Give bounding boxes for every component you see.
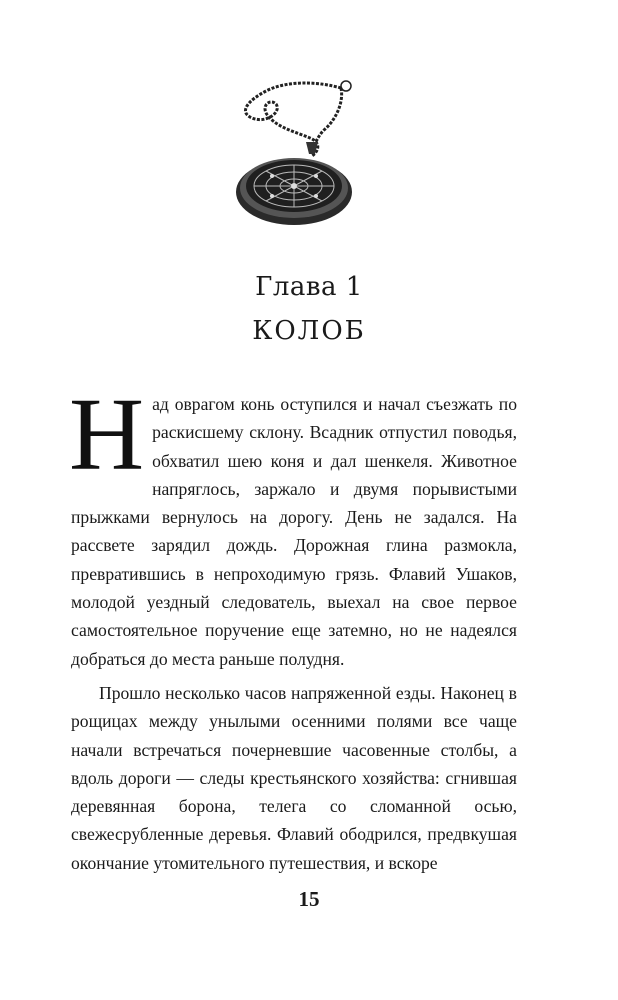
chapter-body bbox=[69, 377, 517, 877]
paragraph-1 bbox=[69, 377, 517, 673]
pocket-watch-locket-icon bbox=[220, 72, 370, 232]
drop-cap: Н bbox=[69, 377, 145, 492]
page-number: 15 bbox=[298, 887, 320, 911]
chapter-title: КОЛОБ bbox=[252, 316, 366, 346]
paragraph-1-text: ад оврагом конь оступился и начал съезжать по раскисшему склону. Всадник отпустил поводья, обхватил шею коня и дал шенкеля. Животное напряглось, заржало и двумя порывистыми прыжками вернулось на дорогу. День не задался. На рассвете зарядил дождь. Дорожная глина размокла, превратившись в непроходимую грязь. Флавий Ушаков, молодой уездный следователь, выехал на свое первое самостоятельное поручение еще затемно, но не надеялся добраться до места раньше полудня. bbox=[71, 394, 517, 669]
paragraph-2: Прошло несколько часов напряженной езды. Наконец в рощицах между унылыми осенними полями все чаще начали встречаться почерневшие часовенные столбы, а вдоль дороги — следы крестьянского хозяйства: сгнившая деревянная борона, телега со сломанной осью, свежесрубленные деревья. Флавий ободрился, предвкушая окончание утомительного путешествия, и вскоре bbox=[71, 682, 517, 873]
chapter-label: Глава 1 bbox=[255, 272, 363, 302]
